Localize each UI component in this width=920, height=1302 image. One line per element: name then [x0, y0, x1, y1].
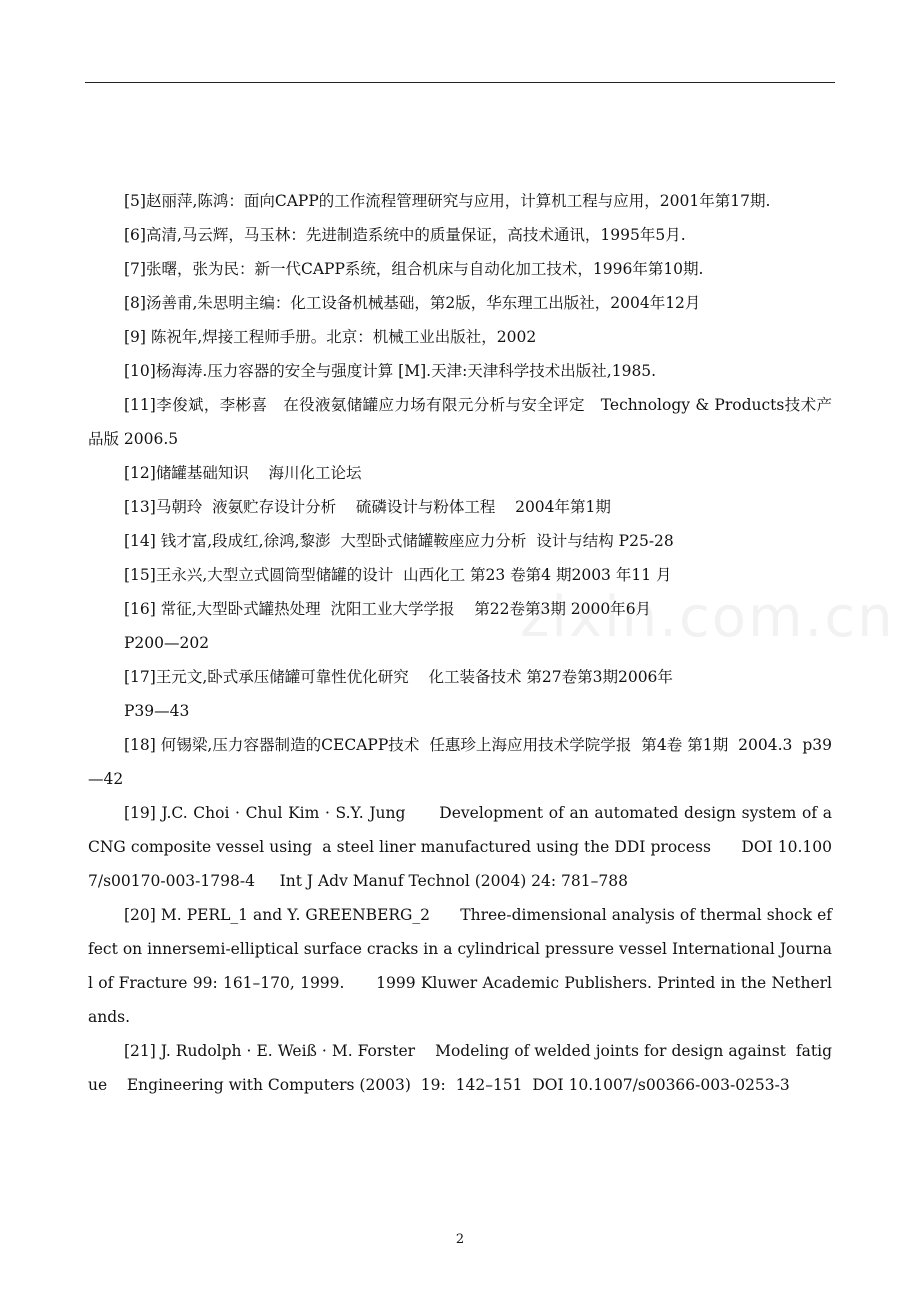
reference-item	[88, 354, 832, 388]
reference-item	[88, 1034, 832, 1102]
reference-item	[88, 320, 832, 354]
reference-continuation: P39—43	[124, 702, 190, 720]
reference-item	[88, 796, 837, 898]
reference-item	[88, 252, 832, 286]
reference-item	[88, 184, 832, 218]
reference-text: [15]王永兴,大型立式圆筒型储罐的设计 山西化工 第23 卷第4 期2003 年11 月	[124, 566, 672, 584]
reference-text: [19] J.C. Choi · Chul Kim · S.Y. Jung Development of an automated design system of a CNG composite vessel using a steel liner manufactured using the DDI process DOI 10.1007/s00170-003-1798-4 Int J Adv Manuf Technol (2004) 24: 781–788	[88, 804, 837, 890]
reference-item	[88, 898, 832, 1034]
header-rule	[85, 82, 835, 83]
reference-item	[88, 388, 832, 456]
reference-text: [6]高清,马云辉，马玉林：先进制造系统中的质量保证，高技术通讯，1995年5月.	[124, 226, 686, 244]
reference-text: [16] 常征,大型卧式罐热处理 沈阳工业大学学报 第22卷第3期 2000年6月	[124, 600, 652, 618]
reference-text: [8]汤善甫,朱思明主编：化工设备机械基础，第2版，华东理工出版社，2004年12月	[124, 294, 701, 312]
reference-text: [7]张曙，张为民：新一代CAPP系统，组合机床与自动化加工技术，1996年第10期.	[124, 260, 704, 278]
reference-text: [18] 何锡梁,压力容器制造的CECAPP技术 任惠珍上海应用技术学院学报 第4卷 第1期 2004.3 p39—42	[88, 736, 832, 788]
page-number: 2	[455, 1232, 465, 1247]
reference-text: [14] 钱才富,段成红,徐鸿,黎澎 大型卧式储罐鞍座应力分析 设计与结构 P25-28	[124, 532, 674, 550]
reference-item	[88, 728, 832, 796]
reference-item	[88, 490, 832, 524]
reference-list	[88, 184, 837, 1102]
reference-text: [20] M. PERL_1 and Y. GREENBERG_2 Three-dimensional analysis of thermal shock effect on innersemi-elliptical surface cracks in a cylindrical pressure vessel International Journal of Fracture 99: 161–170, 1999. 1999 Kluwer Academic Publishers. Printed in the Netherlands.	[88, 906, 832, 1026]
reference-item	[88, 218, 832, 252]
reference-item	[88, 524, 832, 558]
reference-continuation: P200—202	[124, 634, 210, 652]
reference-item	[88, 660, 832, 728]
reference-text: [13]马朝玲 液氨贮存设计分析 硫磷设计与粉体工程 2004年第1期	[124, 498, 611, 516]
watermark: zixin.com.cn	[520, 585, 895, 650]
reference-text: [10]杨海涛.压力容器的安全与强度计算 [M].天津:天津科学技术出版社,1985.	[124, 362, 657, 380]
reference-text: [17]王元文,卧式承压储罐可靠性优化研究 化工装备技术 第27卷第3期2006年	[124, 668, 673, 686]
reference-item	[88, 592, 832, 660]
reference-item	[88, 558, 832, 592]
reference-text: [12]储罐基础知识 海川化工论坛	[124, 464, 362, 482]
reference-item	[88, 286, 832, 320]
reference-text: [9] 陈祝年,焊接工程师手册。北京：机械工业出版社，2002	[124, 328, 537, 346]
reference-text: [11]李俊斌，李彬喜 在役液氨储罐应力场有限元分析与安全评定 Technology & Products技术产品版 2006.5	[88, 396, 832, 448]
reference-item	[88, 456, 832, 490]
reference-text: [21] J. Rudolph · E. Weiß · M. Forster Modeling of welded joints for design against fatigue Engineering with Computers (2003) 19: 142–151 DOI 10.1007/s00366-003-0253-3	[88, 1042, 832, 1094]
reference-text: [5]赵丽萍,陈鸿：面向CAPP的工作流程管理研究与应用，计算机工程与应用，2001年第17期.	[124, 192, 771, 210]
